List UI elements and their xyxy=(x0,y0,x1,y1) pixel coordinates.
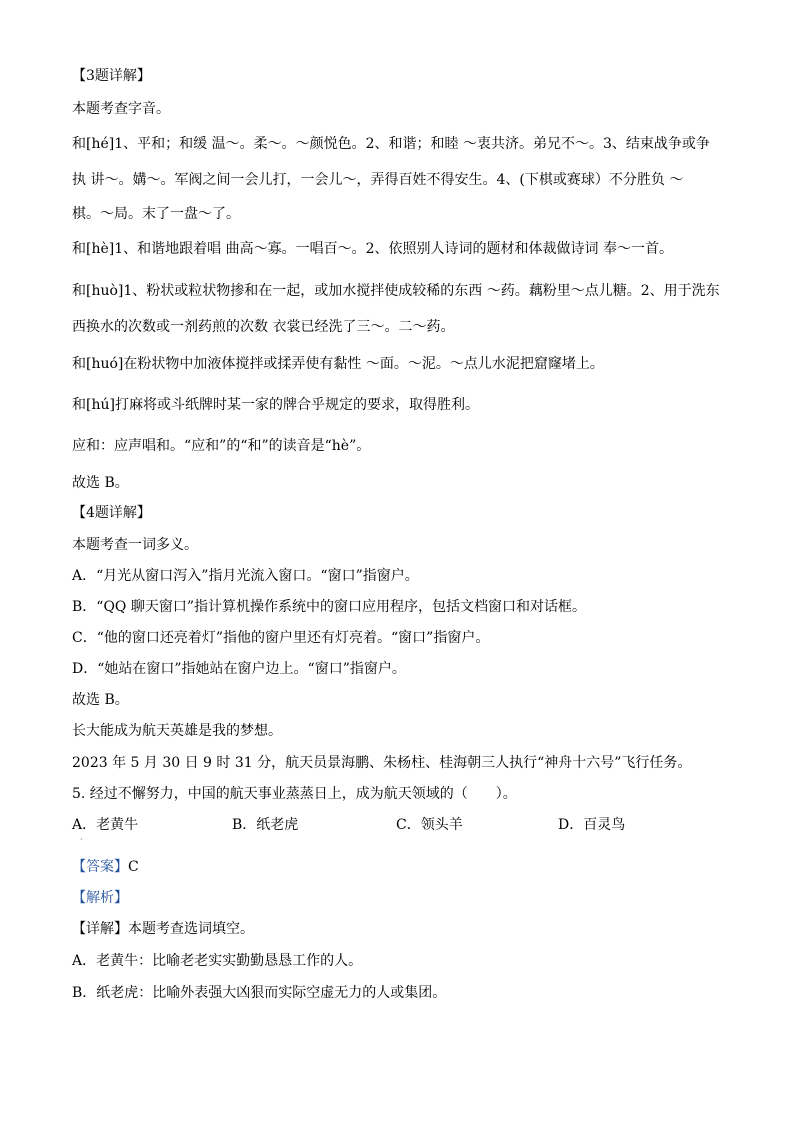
explanation-b: B．纸老虎：比喻外表强大凶狠而实际空虚无力的人或集团。 xyxy=(72,985,447,1001)
paragraph-line: 和[hè]1、和谐地跟着唱 曲高～寡。一唱百～。2、依照别人诗词的题材和体裁做诗词 奉～一首。 xyxy=(72,241,673,257)
paragraph-line: 和[hú]打麻将或斗纸牌时某一家的牌合乎规定的要求，取得胜利。 xyxy=(72,397,479,413)
paragraph-line: 和[huò]1、粉状或粒状物掺和在一起，或加水搅拌使成较稀的东西 ～药。藕粉里～点儿糖。2、用于洗东 xyxy=(72,283,720,299)
question-5: 5. 经过不懈努力，中国的航天事业蒸蒸日上，成为航天领域的（ ）。 xyxy=(72,786,517,802)
detail-label: 【详解】 xyxy=(72,921,128,937)
paragraph-line: 应和：应声唱和。“应和”的“和”的读音是“hè”。 xyxy=(72,438,371,454)
option-a: A．老黄牛 xyxy=(72,817,139,833)
answer-value: C xyxy=(128,859,139,875)
answer-options xyxy=(72,815,742,835)
paragraph-line: 西换水的次数或一剂药煎的次数 衣裳已经洗了三～。二～药。 xyxy=(72,319,455,335)
answer-label: 【答案】 xyxy=(72,859,128,875)
detail-text: 本题考查选词填空。 xyxy=(128,921,254,937)
paragraph-line: D．“她站在窗口”指她站在窗户边上。“窗口”指窗户。 xyxy=(72,661,406,677)
paragraph-line: 执 讲～。媾～。军阀之间一会儿打，一会儿～，弄得百姓不得安生。4、(下棋或赛球）不分胜负 ～ xyxy=(72,172,684,188)
paragraph-line: C．“他的窗口还亮着灯”指他的窗户里还有灯亮着。“窗口”指窗户。 xyxy=(72,630,490,646)
answer-line xyxy=(72,857,742,877)
option-c: C．领头羊 xyxy=(396,817,463,833)
paragraph-line: A．“月光从窗口泻入”指月光流入窗口。“窗口”指窗户。 xyxy=(72,568,419,584)
paragraph-line: 故选 B。 xyxy=(72,475,129,491)
detail-line xyxy=(72,919,742,939)
explanation-a: A．老黄牛：比喻老老实实勤勤恳恳工作的人。 xyxy=(72,953,363,969)
stray-dot: · xyxy=(80,835,83,844)
paragraph-line: 本题考查一词多义。 xyxy=(72,537,198,553)
paragraph-line: 和[huó]在粉状物中加液体搅拌或揉弄使有黏性 ～面。～泥。～点儿水泥把窟窿堵上。 xyxy=(72,356,604,372)
analysis-label: 【解析】 xyxy=(72,890,128,906)
paragraph-line: 和[hé]1、平和；和缓 温～。柔～。～颜悦色。2、和谐；和睦 ～衷共济。弟兄不～。3、结束战争或争 xyxy=(72,136,710,152)
paragraph-line: 长大能成为航天英雄是我的梦想。 xyxy=(72,723,282,739)
paragraph-line: 2023 年 5 月 30 日 9 时 31 分，航天员景海鹏、朱杨柱、桂海朝三人执行“神舟十六号”飞行任务。 xyxy=(72,755,692,771)
paragraph-line: 故选 B。 xyxy=(72,692,129,708)
option-d: D．百灵鸟 xyxy=(558,817,626,833)
option-b: B．纸老虎 xyxy=(232,817,299,833)
section-heading-q4: 【4题详解】 xyxy=(72,505,151,521)
paragraph-line: 本题考查字音。 xyxy=(72,101,170,117)
section-heading-q3: 【3题详解】 xyxy=(72,68,151,84)
paragraph-line: B．“QQ 聊天窗口”指计算机操作系统中的窗口应用程序，包括文档窗口和对话框。 xyxy=(72,599,587,615)
paragraph-line: 棋。～局。末了一盘～了。 xyxy=(72,206,240,222)
